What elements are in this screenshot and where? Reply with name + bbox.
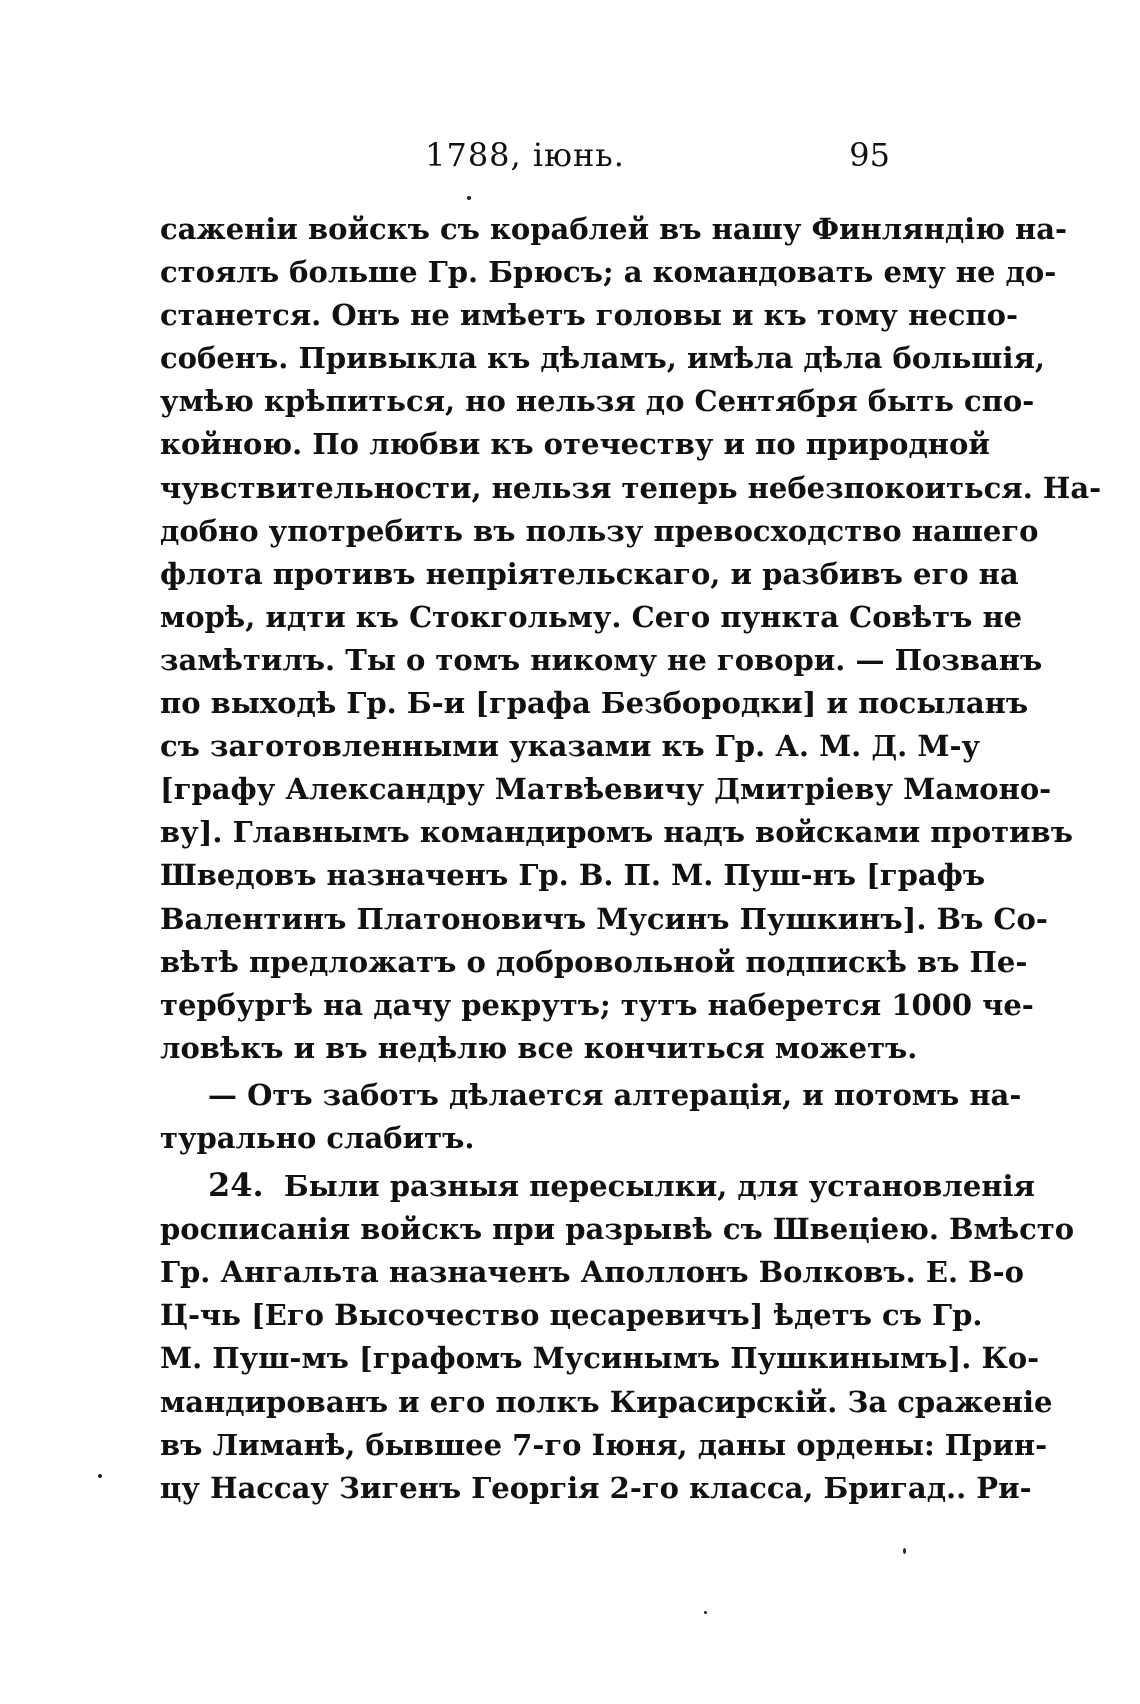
text-line: въ Лиманѣ, бывшее 7-го Іюня, даны ордены: Прин- [160,1427,1048,1462]
text-line: саженіи войскъ съ кораблей въ нашу Финляндію на- [160,212,1068,246]
running-title: 1788, іюнь. [425,136,625,174]
text-line: стоялъ больше Гр. Брюсъ; а командовать ему не до- [160,255,1057,290]
text-line: Ц-чь [Его Высочество цесаревичъ] ѣдетъ съ Гр. [160,1298,983,1333]
scan-speck [704,1611,707,1614]
section-number: 24. [208,1166,264,1205]
text-line: вѣтѣ предложатъ о добровольной подпискѣ въ Пе- [160,944,1028,979]
text-line: Шведовъ назначенъ Гр. В. П. М. Пуш-нъ [графъ [160,858,986,893]
text-line: собенъ. Привыкла къ дѣламъ, имѣла дѣла большія, [160,341,1045,376]
text-line: добно употребить въ пользу превосходство нашего [160,513,1039,548]
text-line: М. Пуш-мъ [графомъ Мусинымъ Пушкинымъ]. Ко- [160,1341,1040,1376]
text-line: флота противъ непріятельскаго, и разбивъ его на [160,556,1019,591]
text-line: станется. Онъ не имѣетъ головы и къ тому неспо- [160,298,1019,333]
text-line-content: Были разныя пересылки, для установленія [283,1169,1035,1204]
text-line [160,1164,1035,1208]
text-line: росписанія войскъ при разрывѣ съ Швеціею. Вмѣсто [160,1212,1075,1247]
text-line: тербургѣ на дачу рекрутъ; тутъ наберется 1000 че- [160,987,1034,1022]
text-line: турально слабитъ. [160,1120,475,1155]
paragraph-3 [160,1164,1075,1510]
running-header [160,136,890,186]
text-line: чувствительности, нельзя теперь небезпокоиться. На- [160,470,1102,505]
text-line: умѣю крѣпиться, но нельзя до Сентября быть спо- [160,384,1035,419]
scan-speck [903,1548,906,1554]
text-line: по выходѣ Гр. Б-и [графа Безбородки] и посыланъ [160,686,1029,721]
text-line: [графу Александру Матвѣевичу Дмитріеву Мамоно- [160,772,1052,807]
text-line: мандированъ и его полкъ Кирасирскій. За сраженіе [160,1384,1053,1419]
text-body [160,208,1102,1510]
text-line: Валентинъ Платоновичъ Мусинъ Пушкинъ]. Въ Со- [160,901,1048,936]
paragraph-2 [160,1074,1022,1160]
text-line: — Отъ заботъ дѣлается алтерація, и потомъ на- [208,1077,1022,1112]
text-line: морѣ, идти къ Стокгольму. Сего пункта Совѣтъ не [160,599,1023,634]
text-line: съ заготовленными указами къ Гр. А. М. Д. М-у [160,729,981,764]
text-line: Гр. Ангальта назначенъ Аполлонъ Волковъ. Е. В-о [160,1255,1025,1290]
text-line: ловѣкъ и въ недѣлю все кончиться можетъ. [160,1030,918,1065]
scan-speck [98,1474,102,1478]
paragraph-1 [160,208,1102,1070]
text-line: койною. По любви къ отечеству и по природной [160,427,990,462]
text-line: замѣтилъ. Ты о томъ никому не говори. — Позванъ [160,642,1043,677]
page-number: 95 [849,136,890,174]
scan-speck [467,196,471,200]
text-line: цу Нассау Зигенъ Георгія 2-го класса, Бригад.. Ри- [160,1470,1032,1505]
text-line: ву]. Главнымъ командиромъ надъ войсками противъ [160,815,1073,850]
